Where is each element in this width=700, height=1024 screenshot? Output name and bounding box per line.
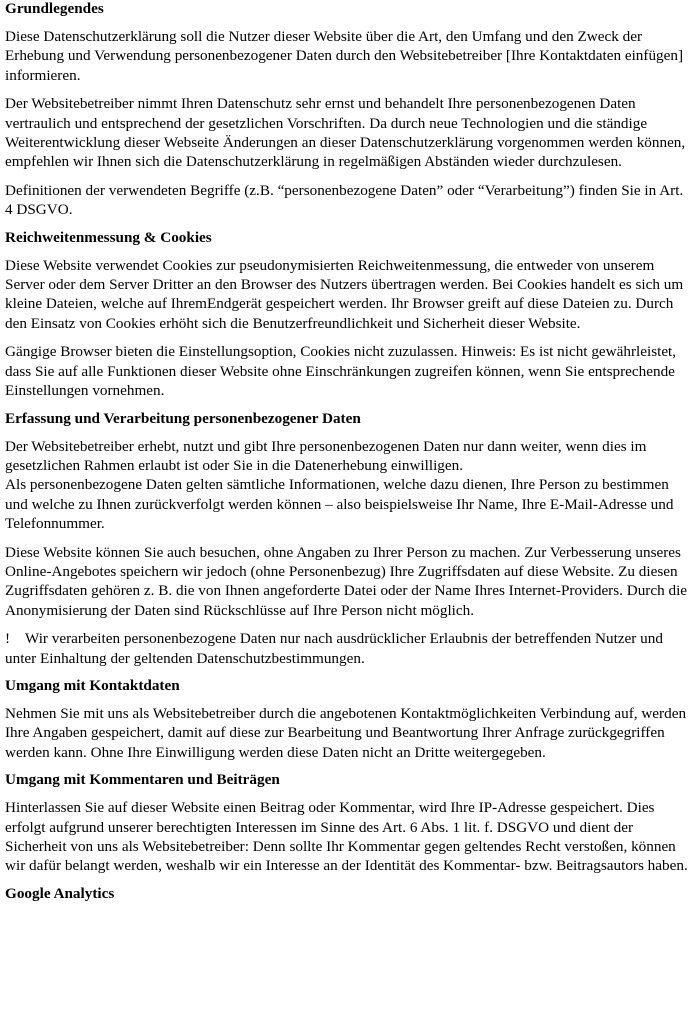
section-heading: Grundlegendes xyxy=(5,0,104,17)
section-umgang-kontaktdaten xyxy=(5,677,691,762)
section-heading: Reichweitenmessung & Cookies xyxy=(5,228,212,246)
paragraph: Der Websitebetreiber erhebt, nutzt und gibt Ihre personenbezogenen Daten nur dann weiter, wenn dies im gesetzlichen Rahmen erlaubt ist oder Sie in die Datenerhebung einwilligen. xyxy=(5,437,647,474)
section-heading: Erfassung und Verarbeitung personenbezogener Daten xyxy=(5,409,361,427)
paragraph: Definitionen der verwendeten Begriffe (z.B. “personenbezogene Daten” oder “Verarbeitung”) finden Sie in Art. 4 DSGVO. xyxy=(5,181,684,219)
section-reichweitenmessung-cookies xyxy=(5,229,691,401)
section-umgang-kommentaren xyxy=(5,771,691,876)
paragraph: Der Websitebetreiber nimmt Ihren Datenschutz sehr ernst und behandelt Ihre personenbezogenen Daten vertraulich und entsprechend der gesetzlichen Vorschriften. Da durch neue Technologien und die ständige Weiterentwicklung dieser Webseite Änderungen an dieser Datenschutzerklärung vorgenommen werden können, empfehlen wir Ihnen sich die Datenschutzerklärung in regelmäßigen Abständen wieder durchzulesen. xyxy=(5,95,686,171)
section-heading: Umgang mit Kontaktdaten xyxy=(5,676,180,694)
section-heading: Google Analytics xyxy=(5,884,115,902)
notice-paragraph: ! Wir verarbeiten personenbezogene Daten nur nach ausdrücklicher Erlaubnis der betreffenden Nutzer und unter Einhaltung der geltenden Datenschutzbestimmungen. xyxy=(5,630,667,667)
paragraph: Gängige Browser bieten die Einstellungsoption, Cookies nicht zuzulassen. Hinweis: Es ist nicht gewährleistet, dass Sie auf alle Funktionen dieser Website ohne Einschränkungen zugreifen können, wenn Sie entsprechende Einstellungen vornehmen. xyxy=(5,343,677,400)
section-heading: Umgang mit Kommentaren und Beiträgen xyxy=(5,771,280,789)
section-erfassung-verarbeitung xyxy=(5,410,691,668)
privacy-policy-document xyxy=(5,0,691,912)
paragraph: Als personenbezogene Daten gelten sämtliche Informationen, welche dazu dienen, Ihre Person zu bestimmen und welche zu Ihnen zurückverfolgt werden können – also beispielsweise Ihr Name, Ihre E-Mail-Adresse und Telefonnummer. xyxy=(5,476,674,533)
paragraph: Diese Website verwendet Cookies zur pseudonymisierten Reichweitenmessung, die entweder von unserem Server oder dem Server Dritter an den Browser des Nutzers übertragen werden. Bei Cookies handelt es sich um kleine Dateien, welche auf IhremEndgerät gespeichert werden. Ihr Browser greift auf diese Dateien zu. Durch den Einsatz von Cookies erhöht sich die Benutzerfreundlichkeit und Sicherheit dieser Website. xyxy=(5,256,684,332)
paragraph: Hinterlassen Sie auf dieser Website einen Beitrag oder Kommentar, wird Ihre IP-Adresse gespeichert. Dies erfolgt aufgrund unserer berechtigten Interessen im Sinne des Art. 6 Abs. 1 lit. f. DSGVO und dient der Sicherheit von uns als Websitebetreiber: Denn sollte Ihr Kommentar gegen geltendes Recht verstoßen, können wir dafür belangt werden, weshalb wir ein Interesse an der Identität des Kommentar- bzw. Beitragsautors haben. xyxy=(5,799,688,875)
paragraph: Diese Website können Sie auch besuchen, ohne Angaben zu Ihrer Person zu machen. Zur Verbesserung unseres Online-Angebotes speichern wir jedoch (ohne Personenbezug) Ihre Zugriffsdaten auf diese Website. Zu diesen Zugriffsdaten gehören z. B. die von Ihnen angeforderte Datei oder der Name Ihres Internet-Providers. Durch die Anonymisierung der Daten sind Rückschlüsse auf Ihre Person nicht möglich. xyxy=(5,543,688,619)
section-grundlegendes xyxy=(5,0,691,220)
paragraph: Diese Datenschutzerklärung soll die Nutzer dieser Website über die Art, den Umfang und den Zweck der Erhebung und Verwendung personenbezogener Daten durch den Websitebetreiber [Ihre Kontaktdaten einfügen] informieren. xyxy=(5,28,684,84)
paragraph: Nehmen Sie mit uns als Websitebetreiber durch die angebotenen Kontaktmöglichkeiten Verbindung auf, werden Ihre Angaben gespeichert, damit auf diese zur Bearbeitung und Beantwortung Ihrer Anfrage zurückgegriffen werden kann. Ohne Ihre Einwilligung werden diese Daten nicht an Dritte weitergegeben. xyxy=(5,704,687,761)
section-google-analytics xyxy=(5,885,691,903)
